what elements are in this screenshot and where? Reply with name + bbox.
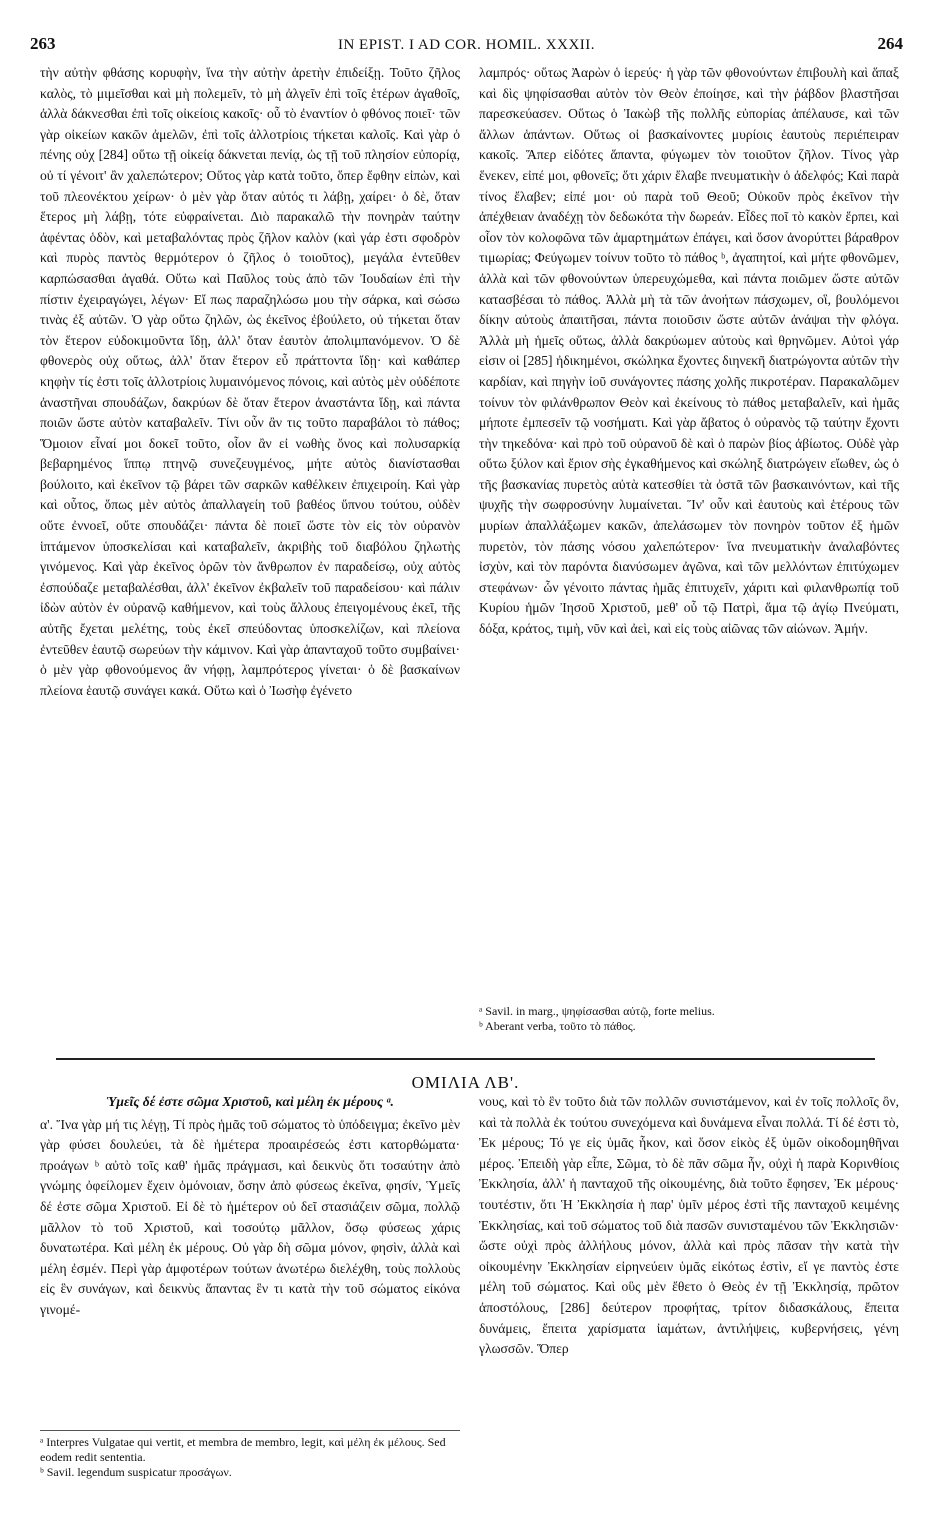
top-left-column — [40, 63, 460, 1063]
top-right-column — [479, 63, 899, 763]
footnote-a: ᵃ Savil. in marg., ψηφίσασθαι αὐτῷ, forte melius. — [479, 1004, 715, 1018]
bottom-left-column — [40, 1092, 460, 1432]
page-number-left: 263 — [30, 34, 56, 53]
footnote-a: ᵃ Interpres Vulgatae qui vertit, et membra de membro, legit, καὶ μέλη ἐκ μέλους. Sed eodem redit sententia. — [40, 1435, 446, 1464]
footnote-b: ᵇ Savil. legendum suspicatur προσάγων. — [40, 1465, 232, 1479]
running-title: IN EPIST. I AD COR. HOMIL. XXXII. — [337, 37, 596, 53]
top-left-text: τὴν αὐτὴν φθάσης κορυφὴν, ἵνα τὴν αὐτὴν ἀρετὴν ἐπιδείξῃ. Τοῦτο ζῆλος καλὸς, τὸ μιμεῖσθαι καὶ μὴ πολεμεῖν, τὸ μὴ ἀλγεῖν ἐπὶ τοῖς ἑτέρων ἀγαθοῖς, ἀλλὰ δάκνεσθαι ἐπὶ τοῖς οἰκείοις κακοῖς· οὗ τὸ ἐναντίον ὁ φθόνος ποιεῖ· τῶν γὰρ οἰκείων κακῶν ἀμελῶν, ἐπὶ τοῖς ἀλλοτρίοις τήκεται καλοῖς. Καὶ γὰρ ὁ πένης οὐχ [284] οὕτω τῇ οἰκείᾳ δάκνεται πενίᾳ, ὡς τῇ τοῦ πλησίον εὐπορίᾳ, οὐ τί γένοιτ' ἂν χαλεπώτερον; Οὕτος γὰρ κατὰ τοῦτο, ὅπερ ἔφθην εἰπὼν, καὶ τοῦ πλεονέκτου χείρων· ὁ μὲν γὰρ ὅταν αὐτός τι λάβῃ, χαίρει· ὁ δὲ, ὅταν ἕτερος μὴ λάβῃ, τότε εὐφραίνεται. Διὸ παρακαλῶ τὴν πονηρὰν ταύτην ἀφέντας ὁδὸν, καὶ μεταβαλόντας πρὸς ζῆλον καλὸν (καὶ γάρ ἐστι σφοδρὸν καὶ πυρὸς παντὸς θερμότερον ὁ ζῆλος ὁ τοιοῦτος), μεγάλα ἐντεῦθεν καρπώσασθαι ἀγαθά. Οὕτω καὶ Παῦλος τοὺς ἀπὸ τῶν Ἰουδαίων ἐπὶ τὴν πίστιν ἐχειραγώγει, λέγων· Εἴ πως παραζηλώσω μου τὴν σάρκα, καὶ σώσω τινὰς ἐξ αὐτῶν. Ὁ γὰρ οὕτω ζηλῶν, ὡς ἐκεῖνος ἐβούλετο, οὐ τήκεται ὅταν τὸν ἕτερον εὐδοκιμοῦντα ἴδῃ, ἀλλ' ὅταν ἑαυτὸν ἀπολιμπανόμενον. Ὁ δὲ φθονερὸς οὐχ οὕτως, ἀλλ' ὅταν ἕτερον εὖ πράττοντα ἴδῃ· καὶ καθάπερ κηφὴν τίς ἐστι τοῖς ἀλλοτρίοις λυμαινόμενος πόνοις, καὶ αὐτὸς μὲν οὐδέποτε ἀναστῆναι σπουδάζων, δακρύων δὲ ὅταν ἕτερον ἀναστάντα ἴδῃ, καὶ πάντα ποιῶν ὥστε αὐτὸν καταβαλεῖν. Τίνι οὖν ἂν τις τοῦτο παραβάλοι τὸ πάθος; Ὅμοιον εἶναί μοι δοκεῖ τοῦτο, οἷον ἂν εἰ νωθὴς ὄνος καὶ πολυσαρκίᾳ βεβαρημένος ἵππῳ πτηνῷ συνεζευγμένος, μήτε αὐτὸς διανίστασθαι βούλοιτο, καὶ ἐκεῖνον τῷ βάρει τῶν σαρκῶν καθέλκειν ἐπιχειροίη. Καὶ γὰρ καὶ οὗτος, ὅπως μὲν αὐτὸς ἀπαλλαγείη τοῦ βαθέος ὕπνου τούτου, οὐδὲν οὔτε ἐννοεῖ, οὔτε σπουδάζει· πάντα δὲ ποιεῖ ὥστε τὸν εἰς τὸν οὐρανὸν ἱπτάμενον ὑποσκελίσαι καὶ καταβαλεῖν, ἀκριβὴς τοῦ διαβόλου ζηλωτὴς γινόμενος. Καὶ γὰρ ἐκεῖνος ὁρῶν τὸν ἄνθρωπον ἐν παραδείσῳ, οὐχ αὐτὸς ἐσπούδαζε μεταβαλέσθαι, ἀλλ' ἐκεῖνον ἐκβαλεῖν τοῦ παραδείσου· καὶ πάλιν ἰδὼν αὐτὸν ἐν οὐρανῷ καθήμενον, καὶ τοὺς ἄλλους ἐπειγομένους ἐκεῖ, τῆς αὐτῆς ἔχεται μελέτης, τοὺς ἐκεῖ σπεύδοντας ὑποσκελίζων, καὶ πλείονα ἐντεῦθεν ἑαυτῷ σωρεύων τὴν κάμινον. Καὶ γὰρ ἁπανταχοῦ τοῦτο συμβαίνει· ὁ μὲν γὰρ φθονούμενος ἂν νήφῃ, λαμπρότερος γίνεται· ὁ δὲ βασκαίνων πλείονα ἑαυτῷ συνάγει κακά. Οὕτω καὶ ὁ Ἰωσὴφ ἐγένετο — [40, 65, 460, 698]
running-header — [30, 34, 903, 56]
page-number-right: 264 — [877, 34, 903, 53]
bottom-left-text: α'. Ἵνα γὰρ μή τις λέγῃ, Τί πρὸς ἡμᾶς τοῦ σώματος τὸ ὑπόδειγμα; ἐκεῖνο μὲν γὰρ φύσει δουλεύει, τὰ δὲ ἡμέτερα προαιρέσεώς ἐστι κατορθώματα· προάγων ᵇ αὐτὸ τοῖς καθ' ἡμᾶς πράγμασι, καὶ δεικνὺς ὅτι τοσαύτην ἀπὸ γνώμης ὀφείλομεν ἔχειν ὁμόνοιαν, ὅσην ἀπὸ φύσεως ἐκεῖνα, φησίν, Ὑμεῖς δέ ἐστε σῶμα Χριστοῦ. Εἰ δὲ τὸ ἡμέτερον οὐ δεῖ στασιάζειν σῶμα, πολλῷ μᾶλλον τὸ τοῦ Χριστοῦ, καὶ τοσούτῳ μᾶλλον, ὅσῳ φύσεως χάρις δυνατωτέρα. Καὶ μέλη ἐκ μέρους. Οὐ γὰρ δὴ σῶμα μόνον, φησὶν, ἀλλὰ καὶ μέλη ἐσμέν. Περὶ γὰρ ἀμφοτέρων τούτων ἀνωτέρω διελέχθη, τοὺς πολλοὺς εἰς ἓν συνάγων, καὶ δεικνὺς ἅπαντας ἓν τι κατὰ τὴν τοῦ σώματος εἰκόνα γινομέ- — [40, 1116, 460, 1317]
top-right-text: λαμπρός· οὕτως Ἀαρὼν ὁ ἱερεύς· ἡ γὰρ τῶν φθονούντων ἐπιβουλὴ καὶ ἅπαξ καὶ δὶς ψηφίσασθαι αὐτὸν τὸν Θεὸν ἐποίησε, καὶ τὴν ῥάβδον βλαστῆσαι παρεσκεύασεν. Οὕτως ὁ Ἰακὼβ τῆς πολλῆς εὐπορίας ἀπέλαυσε, καὶ τῶν ἄλλων ἁπάντων. Οὕτως οἱ βασκαίνοντες μυρίοις ἑαυτοὺς περιέπειραν κακοῖς. Ἅπερ εἰδότες ἅπαντα, φύγωμεν τὸν τοιοῦτον ζῆλον. Τίνος γὰρ ἕνεκεν, εἰπέ μοι, φθονεῖς; ὅτι χάριν ἔλαβε πνευματικὴν ὁ ἀδελφός; Καὶ παρὰ τίνος ἔλαβεν; εἰπέ μοι· οὐ παρὰ τοῦ Θεοῦ; Οὐκοῦν πρὸς ἐκεῖνον τὴν ἀπέχθειαν ἀναδέχῃ τὸν δεδωκότα τὴν δωρεάν. Εἶδες ποῖ τὸ κακὸν ἕρπει, καὶ οἷον τὸν κολοφῶνα τῶν ἁμαρτημάτων ἐπάγει, καὶ ὅσον ἀνορύττει βάραθρον τιμωρίας; Φεύγωμεν τοίνυν τοῦτο τὸ πάθος ᵇ, ἀγαπητοί, καὶ μήτε φθονῶμεν, ἀλλὰ καὶ τῶν φθονούντων ὑπερευχώμεθα, καὶ πάντα ποιῶμεν ὥστε αὐτῶν κατασβέσαι τὸ πάθος. Ἀλλὰ μὴ τὰ τῶν ἀνοήτων πάσχωμεν, οἳ, βουλόμενοι δίκην αὐτοὺς ἀπαιτῆσαι, πάντα ποιοῦσιν ὥστε αὐτῶν ἀνάψαι τὴν φλόγα. Ἀλλὰ μὴ ἡμεῖς οὕτως, ἀλλὰ δακρύωμεν αὐτοὺς καὶ θρηνῶμεν. Αὐτοὶ γάρ εἰσιν οἱ [285] ἠδικημένοι, σκώληκα ἔχοντες διηνεκῆ διατρώγοντα αὐτῶν τὴν καρδίαν, καὶ πηγὴν ἰοῦ συνάγοντες πάσης χολῆς πικροτέραν. Παρακαλῶμεν τοίνυν τὸν φιλάνθρωπον Θεὸν καὶ ἐκείνους τὸ πάθος μεταβαλεῖν, καὶ ἡμᾶς μήποτε ἐμπεσεῖν τῷ νοσήματι. Καὶ γὰρ ἄβατος ὁ οὐρανὸς τῷ ταύτην ἔχοντι τὴν τηκεδόνα· καὶ πρὸ τοῦ οὐρανοῦ δὲ καὶ ὁ παρὼν βίος ἀβίωτος. Οὐδὲ γὰρ οὕτω ξύλον καὶ ἔριον σὴς ἐγκαθήμενος καὶ σκώληξ διατρώγειν εἴωθεν, ὡς ὁ τῆς βασκανίας πυρετὸς αὐτὰ κατεσθίει τὰ ὀστᾶ τῶν βασκαινόντων, καὶ τῆς ψυχῆς τὴν σωφροσύνην λυμαίνεται. Ἵν' οὖν καὶ ἑαυτοὺς καὶ ἑτέρους τῶν μυρίων ἀπαλλάξωμεν κακῶν, ἀπελάσωμεν τὸν πονηρὸν τοῦτον ἐξ ἡμῶν πυρετὸν, τὸν πάσης νόσου χαλεπώτερον· ἵνα πνευματικὴν ἀναλαβόντες ἰσχὺν, καὶ τὸν παρόντα διανύσωμεν ἀγῶνα, καὶ τῶν μελλόντων ἐπιτύχωμεν στεφάνων· ὧν γένοιτο πάντας ἡμᾶς ἐπιτυχεῖν, χάριτι καὶ φιλανθρωπίᾳ τοῦ Κυρίου ἡμῶν Ἰησοῦ Χριστοῦ, μεθ' οὗ τῷ Πατρὶ, ἅμα τῷ ἁγίῳ Πνεύματι, δόξα, κράτος, τιμὴ, νῦν καὶ ἀεὶ, καὶ εἰς τοὺς αἰῶνας τῶν αἰώνων. Ἀμήν. — [479, 65, 899, 637]
homily-title: ΟΜΙΛΙΑ ΛΒ'. — [411, 1073, 520, 1092]
bottom-right-text: νους, καὶ τὸ ἓν τοῦτο διὰ τῶν πολλῶν συνιστάμενον, καὶ ἐν τοῖς πολλοῖς ὂν, καὶ τὰ πολλὰ ἐκ τούτου συνεχόμενα καὶ δυνάμενα εἶναι πολλά. Τί δέ ἐστι τὸ, Ἐκ μέρους; Τό γε εἰς ὑμᾶς ἧκον, καὶ ὅσον εἰκὸς ἐξ ὑμῶν οἰκοδομηθῆναι μέρος. Ἐπειδὴ γὰρ εἶπε, Σῶμα, τὸ δὲ πᾶν σῶμα ἦν, οὐχὶ ἡ παρὰ Κορινθίοις Ἐκκλησία, ἀλλ' ἡ πανταχοῦ τῆς οἰκουμένης, διὰ τοῦτο ἔφησεν, Ἐκ μέρους· τουτέστιν, ὅτι Ἡ Ἐκκλησία ἡ παρ' ὑμῖν μέρος ἐστὶ τῆς πανταχοῦ κειμένης Ἐκκλησίας, καὶ τοῦ σώματος τοῦ διὰ πασῶν συνισταμένου τῶν Ἐκκλησιῶν· ὥστε οὐχὶ πρὸς ἀλλήλους μόνον, ἀλλὰ καὶ πρὸς πᾶσαν τὴν κατὰ τὴν οἰκουμένην Ἐκκλησίαν εἰρηνεύειν ὑμᾶς εἰκότως ἐστὶν, εἴ γε παντὸς ἐστε μέλη τοῦ σώματος. Καὶ οὓς μὲν ἔθετο ὁ Θεὸς ἐν τῇ Ἐκκλησίᾳ, πρῶτον ἀποστόλους, [286] δεύτερον προφήτας, τρίτον διδασκάλους, ἔπειτα δυνάμεις, ἔπειτα χαρίσματα ἰαμάτων, ἀντιλήψεις, κυβερνήσεις, γένη γλωσσῶν. Ὅπερ — [479, 1094, 899, 1357]
section-divider — [56, 1058, 875, 1060]
bottom-right-column — [479, 1092, 899, 1522]
footnote-b: ᵇ Aberant verba, τοῦτο τὸ πάθος. — [479, 1019, 636, 1033]
verse-heading: Ὑμεῖς δέ ἐστε σῶμα Χριστοῦ, καὶ μέλη ἐκ μέρους ᵃ. — [106, 1094, 394, 1109]
bottom-footnotes — [40, 1430, 460, 1480]
top-footnotes — [479, 1004, 899, 1034]
